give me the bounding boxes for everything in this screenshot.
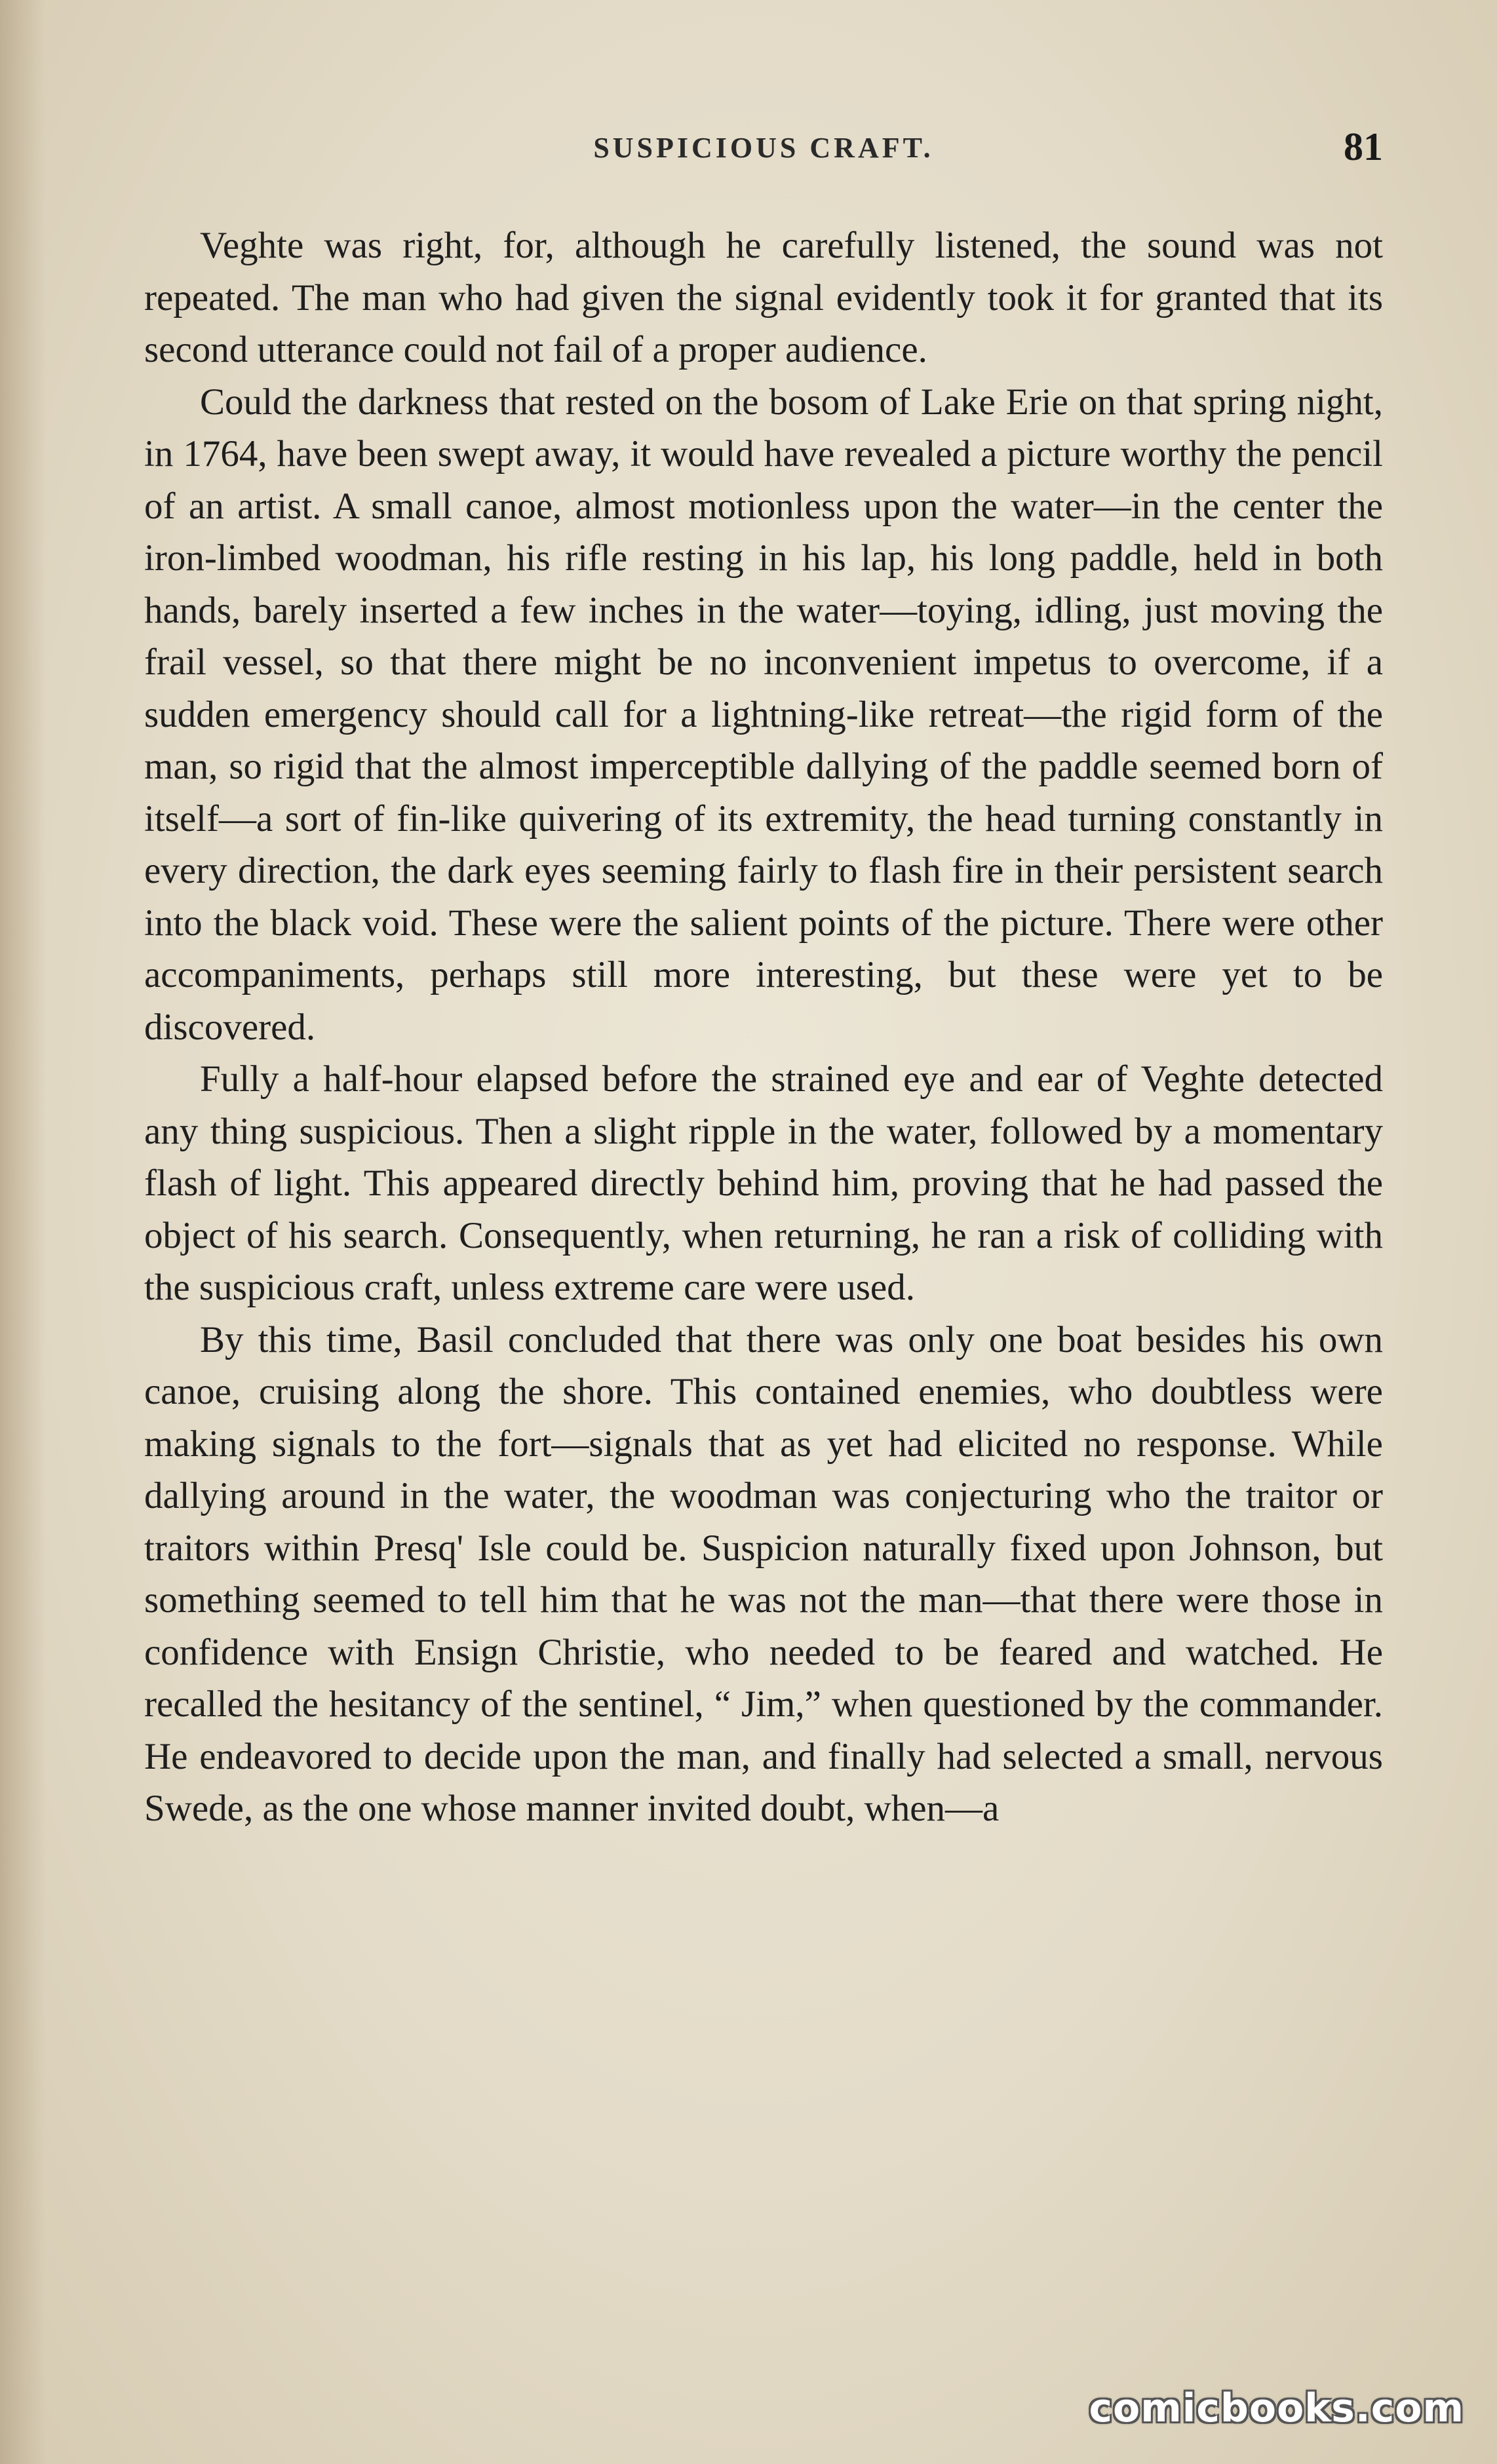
page-edge: [0, 0, 46, 2464]
paragraph: Fully a half-hour elapsed before the strained eye and ear of Veghte detected any thing suspicious. Then a slight ripple in the water, followed by a momentary flash of light. This appeared directly behind him, proving that he had passed the object of his search. Consequently, when returning, he ran a risk of colliding with the suspicious craft, unless extreme care were used.: [144, 1058, 1383, 1308]
paragraph: Veghte was right, for, although he carefully listened, the sound was not repeated. The man who had given the signal evidently took it for granted that its second utterance could not fail of a proper audience.: [144, 225, 1383, 370]
body-text: [144, 220, 1383, 2271]
paragraph: Could the darkness that rested on the bosom of Lake Erie on that spring night, in 1764, have been swept away, it would have revealed a picture worthy the pencil of an artist. A small canoe, almost motionless upon the water—in the center the iron-limbed woodman, his rifle resting in his lap, his long paddle, held in both hands, barely inserted a few inches in the water—toying, idling, just moving the frail vessel, so that there might be no inconvenient impetus to overcome, if a sudden emergency should call for a lightning-like retreat—the rigid form of the man, so rigid that the almost imperceptible dallying of the paddle seemed born of itself—a sort of fin-like quivering of its extremity, the head turning constantly in every direction, the dark eyes seeming fairly to flash fire in their persistent search into the black void. These were the salient points of the picture. There were other accompaniments, perhaps still more interesting, but these were yet to be discovered.: [144, 381, 1383, 1048]
paragraph: By this time, Basil concluded that there was only one boat besides his own canoe, cruising along the shore. This contained enemies, who doubtless were making signals to the fort—signals that as yet had elicited no response. While dallying around in the water, the woodman was conjecturing who the traitor or traitors within Presq' Isle could be. Suspicion naturally fixed upon Johnson, but something seemed to tell him that he was not the man—that there were those in confidence with Ensign Christie, who needed to be feared and watched. He recalled the hesitancy of the sentinel, “ Jim,” when questioned by the commander. He endeavored to decide upon the man, and finally had selected a small, nervous Swede, as the one whose manner invited doubt, when—a: [144, 1319, 1383, 1829]
page-number: 81: [1344, 125, 1383, 168]
watermark: comicbooks.com: [1089, 2385, 1464, 2431]
page-header: [144, 125, 1383, 177]
running-head: SUSPICIOUS CRAFT.: [593, 132, 934, 164]
